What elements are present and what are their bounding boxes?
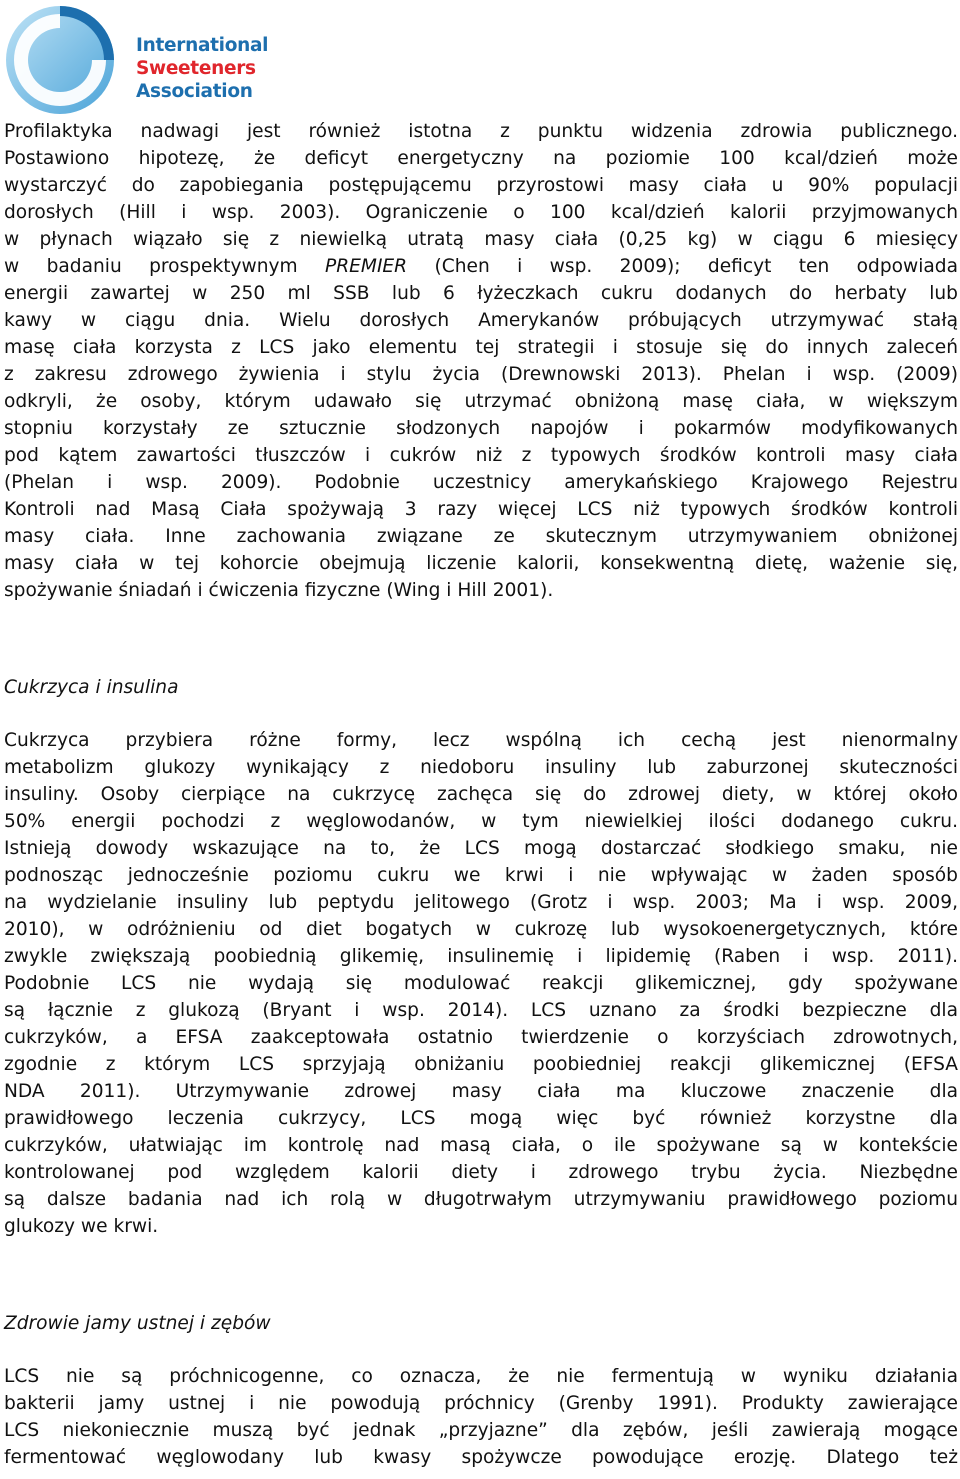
text-line — [4, 253, 958, 280]
text-line: kontrolowanej pod względem kalorii diety i zdrowego trybu życia. Niezbędne — [4, 1162, 958, 1183]
section-heading-oral-health: Zdrowie jamy ustnej i zębów — [4, 1313, 271, 1334]
isa-logo — [4, 4, 269, 116]
text-line: (Phelan i wsp. 2009). Podobnie uczestnicy amerykańskiego Krajowego Rejestru — [4, 472, 958, 493]
text-line: w płynach wiązało się z niewielką utratą masy ciała (0,25 kg) w ciągu 6 miesięcy — [4, 229, 958, 250]
logo-text — [136, 34, 268, 103]
text-fragment: w badaniu prospektywnym — [4, 256, 298, 277]
text-line: cukrzyków, a EFSA zaakceptowała ostatnio twierdzenie o korzyściach zdrowotnych, — [4, 1027, 958, 1048]
text-line: zgodnie z którym LCS sprzyjają obniżaniu poobiedniej reakcji glikemicznej (EFSA — [4, 1054, 958, 1075]
text-line: insuliny. Osoby cierpiące na cukrzycę zachęca się do zdrowej diety, w której około — [4, 784, 958, 805]
text-line: Podobnie LCS nie wydają się modulować reakcji glikemicznej, gdy spożywane — [4, 973, 958, 994]
text-line: Cukrzyca przybiera różne formy, lecz wspólną ich cechą jest nienormalny — [4, 730, 958, 751]
text-line: 50% energii pochodzi z węglowodanów, w tym niewielkiej ilości dodanego cukru. — [4, 811, 958, 832]
text-line: masy ciała. Inne zachowania związane ze skutecznym utrzymywaniem obniżonej — [4, 526, 958, 547]
text-line: spożywanie śniadań i ćwiczenia fizyczne (Wing i Hill 2001). — [4, 580, 554, 601]
logo-line-international: International — [136, 35, 269, 56]
text-line: pod kątem zawartości tłuszczów i cukrów niż z typowych środków kontroli masy ciała — [4, 445, 958, 466]
text-line: Profilaktyka nadwagi jest również istotna z punktu widzenia zdrowia publicznego. — [4, 121, 958, 142]
text-line: bakterii jamy ustnej i nie powodują próchnicy (Grenby 1991). Produkty zawierające — [4, 1393, 958, 1414]
text-line: masy ciała w tej kohorcie obejmują liczenie kalorii, konsekwentną dietę, ważenie się, — [4, 553, 958, 574]
text-line: Kontroli nad Masą Ciała spożywają 3 razy więcej LCS niż typowych środków kontroli — [4, 499, 958, 520]
text-line: odkryli, że osoby, którym udawało się utrzymać obniżoną masę ciała, w większym — [4, 391, 958, 412]
text-line: stopniu korzystały ze sztucznie słodzonych napojów i pokarmów modyfikowanych — [4, 418, 958, 439]
study-name: PREMIER — [325, 256, 408, 277]
globe-ring-icon — [4, 4, 116, 116]
paragraph-diabetes — [4, 727, 958, 1240]
text-line: podnosząc jednocześnie poziomu cukru we krwi i nie wpływając w żaden sposób — [4, 865, 958, 886]
text-line: glukozy we krwi. — [4, 1216, 159, 1237]
text-line: Istnieją dowody wskazujące na to, że LCS mogą dostarczać słodkiego smaku, nie — [4, 838, 958, 859]
text-line: LCS nie są próchnicogenne, co oznacza, że nie fermentują w wyniku działania — [4, 1366, 958, 1387]
logo-line-sweeteners: Sweeteners — [136, 58, 256, 79]
text-line: na wydzielanie insuliny lub peptydu jelitowego (Grotz i wsp. 2003; Ma i wsp. 2009, — [4, 892, 958, 913]
text-line: energii zawartej w 250 ml SSB lub 6 łyżeczkach cukru dodanych do herbaty lub — [4, 283, 958, 304]
text-line: wystarczyć do zapobiegania postępującemu przyrostowi masy ciała u 90% populacji — [4, 175, 958, 196]
text-line: z zakresu zdrowego żywienia i stylu życia (Drewnowski 2013). Phelan i wsp. (2009) — [4, 364, 958, 385]
logo-line-association: Association — [136, 81, 253, 102]
text-line: zwykle zwiększają poobiednią glikemię, insulinemię i lipidemię (Raben i wsp. 2011). — [4, 946, 958, 967]
text-line: NDA 2011). Utrzymywanie zdrowej masy ciała ma kluczowe znaczenie dla — [4, 1081, 958, 1102]
text-fragment: (Chen i wsp. 2009); deficyt ten odpowiada — [434, 256, 958, 277]
text-line: 2010), w odróżnieniu od diet bogatych w cukrozę lub wysokoenergetycznych, które — [4, 919, 958, 940]
text-line: są łącznie z glukozą (Bryant i wsp. 2014). LCS uznano za środki bezpieczne dla — [4, 1000, 958, 1021]
text-line: cukrzyków, ułatwiając im kontrolę nad masą ciała, o ile spożywane są w kontekście — [4, 1135, 958, 1156]
section-heading-diabetes: Cukrzyca i insulina — [4, 677, 179, 698]
text-line: fermentować węglowodany lub kwasy spożywcze powodujące erozję. Dlatego też — [4, 1447, 958, 1468]
text-line: masę ciała korzysta z LCS jako elementu tej strategii i stosuje się do innych zaleceń — [4, 337, 958, 358]
paragraph-overweight-prevention — [4, 118, 958, 604]
text-line: są dalsze badania nad ich rolą w długotrwałym utrzymywaniu prawidłowego poziomu — [4, 1189, 958, 1210]
text-line: metabolizm glukozy wynikający z niedoboru insuliny lub zaburzonej skuteczności — [4, 757, 958, 778]
paragraph-oral-health — [4, 1363, 958, 1471]
text-line: dorosłych (Hill i wsp. 2003). Ograniczenie o 100 kcal/dzień kalorii przyjmowanych — [4, 202, 958, 223]
document-body — [4, 118, 958, 1471]
text-line: LCS niekoniecznie muszą być jednak „przyjazne” dla zębów, jeśli zawierają mogące — [4, 1420, 958, 1441]
text-line: prawidłowego leczenia cukrzycy, LCS mogą więc być również korzystne dla — [4, 1108, 958, 1129]
text-line: kawy w ciągu dnia. Wielu dorosłych Amerykanów próbujących utrzymywać stałą — [4, 310, 958, 331]
text-line: Postawiono hipotezę, że deficyt energetyczny na poziomie 100 kcal/dzień może — [4, 148, 958, 169]
